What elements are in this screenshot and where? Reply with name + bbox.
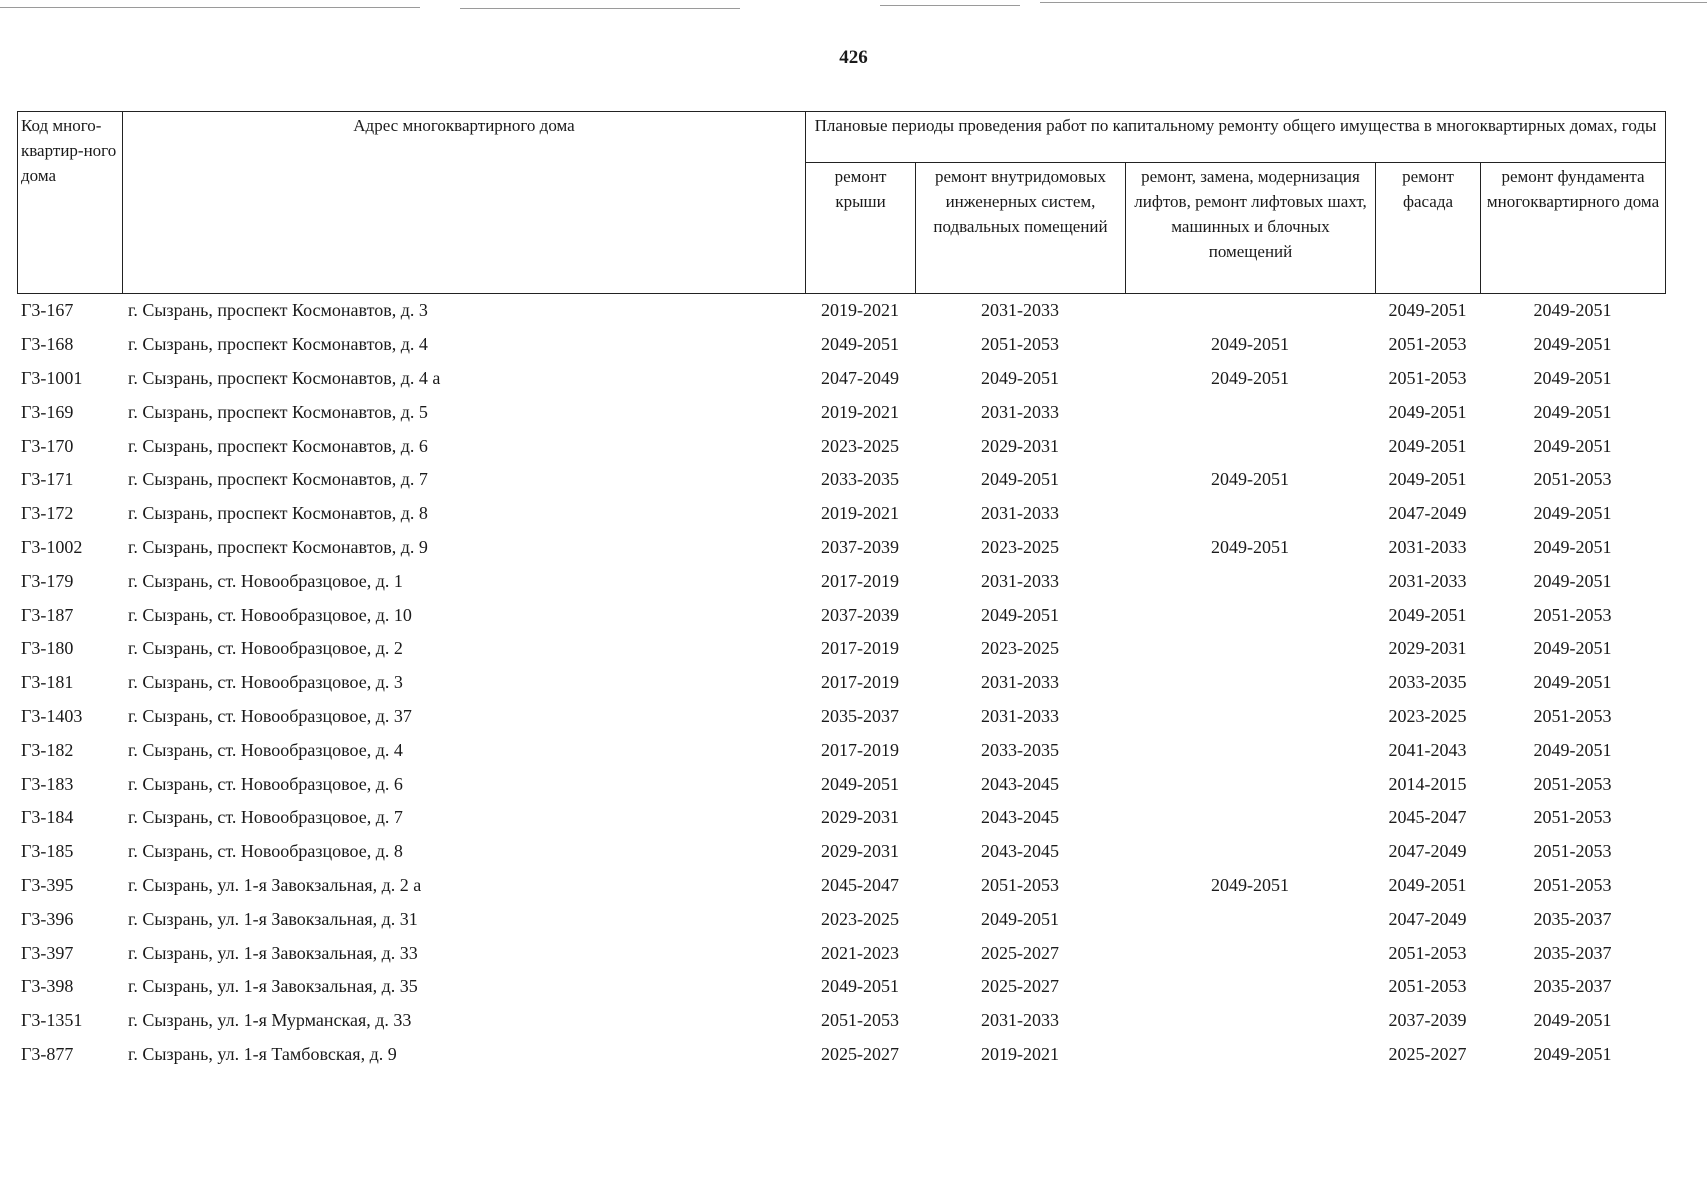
cell-address: г. Сызрань, ул. 1-я Мурманская, д. 33 [128, 1010, 412, 1031]
table-row [17, 1004, 1665, 1038]
cell-roof: 2029-2031 [821, 807, 899, 828]
cell-foundation: 2049-2051 [1533, 300, 1612, 321]
cell-roof: 2017-2019 [821, 739, 899, 760]
cell-code: Г3-398 [21, 976, 74, 997]
cell-address: г. Сызрань, проспект Космонавтов, д. 6 [128, 435, 428, 456]
table-row [17, 801, 1665, 835]
cell-address: г. Сызрань, ст. Новообразцовое, д. 10 [128, 604, 412, 625]
cell-code: Г3-181 [21, 672, 74, 693]
cell-roof: 2029-2031 [821, 841, 899, 862]
scan-artifact-line [880, 5, 1020, 6]
cell-lifts [1125, 970, 1375, 1004]
cell-facade: 2049-2051 [1388, 435, 1467, 456]
cell-code: Г3-172 [21, 503, 74, 524]
cell-systems: 2019-2021 [981, 1043, 1059, 1064]
table-row [17, 531, 1665, 565]
table-row [17, 902, 1665, 936]
cell-lifts: 2049-2051 [1211, 536, 1289, 557]
cell-facade: 2049-2051 [1388, 469, 1467, 490]
cell-foundation: 2049-2051 [1533, 1043, 1612, 1064]
cell-foundation: 2049-2051 [1533, 503, 1612, 524]
header-facade: ремонт фасада [1376, 163, 1481, 294]
cell-systems: 2023-2025 [981, 638, 1059, 659]
cell-facade: 2029-2031 [1388, 638, 1467, 659]
table-row [17, 429, 1665, 463]
cell-code: Г3-397 [21, 942, 74, 963]
cell-foundation: 2051-2053 [1533, 705, 1612, 726]
cell-systems: 2051-2053 [981, 874, 1059, 895]
cell-code: Г3-183 [21, 773, 74, 794]
cell-roof: 2017-2019 [821, 570, 899, 591]
cell-address: г. Сызрань, проспект Космонавтов, д. 5 [128, 401, 428, 422]
table-row [17, 1038, 1665, 1072]
cell-code: Г3-182 [21, 739, 74, 760]
cell-systems: 2031-2033 [981, 300, 1059, 321]
cell-roof: 2019-2021 [821, 503, 899, 524]
cell-systems: 2031-2033 [981, 672, 1059, 693]
cell-systems: 2049-2051 [981, 469, 1059, 490]
cell-systems: 2031-2033 [981, 1010, 1059, 1031]
cell-address: г. Сызрань, ул. 1-я Завокзальная, д. 35 [128, 976, 418, 997]
table-row [17, 700, 1665, 734]
table-row [17, 362, 1665, 396]
cell-lifts: 2049-2051 [1211, 469, 1289, 490]
cell-code: Г3-184 [21, 807, 74, 828]
cell-foundation: 2051-2053 [1533, 841, 1612, 862]
cell-roof: 2017-2019 [821, 672, 899, 693]
cell-address: г. Сызрань, проспект Космонавтов, д. 4 [128, 334, 428, 355]
cell-roof: 2017-2019 [821, 638, 899, 659]
cell-lifts [1125, 700, 1375, 734]
cell-address: г. Сызрань, проспект Космонавтов, д. 3 [128, 300, 428, 321]
cell-lifts [1125, 666, 1375, 700]
table-header [17, 111, 1666, 294]
cell-foundation: 2051-2053 [1533, 773, 1612, 794]
cell-systems: 2031-2033 [981, 401, 1059, 422]
cell-facade: 2031-2033 [1388, 570, 1467, 591]
cell-systems: 2049-2051 [981, 367, 1059, 388]
cell-foundation: 2049-2051 [1533, 435, 1612, 456]
cell-systems: 2025-2027 [981, 942, 1059, 963]
table-row [17, 328, 1665, 362]
cell-systems: 2049-2051 [981, 908, 1059, 929]
cell-roof: 2037-2039 [821, 536, 899, 557]
cell-facade: 2049-2051 [1388, 401, 1467, 422]
table-row [17, 733, 1665, 767]
table-row [17, 767, 1665, 801]
cell-facade: 2047-2049 [1388, 841, 1467, 862]
scan-artifact-line [0, 7, 420, 8]
header-periods: Плановые периоды проведения работ по капитальному ремонту общего имущества в многоквартирных домах, годы [806, 112, 1666, 163]
cell-facade: 2047-2049 [1388, 908, 1467, 929]
header-foundation: ремонт фундамента многоквартирного дома [1481, 163, 1666, 294]
header-roof: ремонт крыши [806, 163, 916, 294]
cell-facade: 2047-2049 [1388, 503, 1467, 524]
cell-roof: 2047-2049 [821, 367, 899, 388]
cell-roof: 2049-2051 [821, 976, 899, 997]
cell-code: Г3-180 [21, 638, 74, 659]
cell-foundation: 2049-2051 [1533, 638, 1612, 659]
cell-systems: 2031-2033 [981, 570, 1059, 591]
cell-address: г. Сызрань, ул. 1-я Завокзальная, д. 33 [128, 942, 418, 963]
cell-foundation: 2049-2051 [1533, 401, 1612, 422]
cell-facade: 2045-2047 [1388, 807, 1467, 828]
cell-lifts [1125, 1004, 1375, 1038]
table-row [17, 598, 1665, 632]
cell-address: г. Сызрань, ст. Новообразцовое, д. 4 [128, 739, 403, 760]
cell-address: г. Сызрань, ст. Новообразцовое, д. 2 [128, 638, 403, 659]
cell-lifts [1125, 395, 1375, 429]
cell-roof: 2035-2037 [821, 705, 899, 726]
page-number: 426 [839, 47, 868, 68]
cell-facade: 2025-2027 [1388, 1043, 1467, 1064]
cell-roof: 2019-2021 [821, 300, 899, 321]
cell-foundation: 2051-2053 [1533, 874, 1612, 895]
cell-roof: 2019-2021 [821, 401, 899, 422]
cell-systems: 2033-2035 [981, 739, 1059, 760]
cell-lifts [1125, 1038, 1375, 1072]
table-row [17, 632, 1665, 666]
cell-lifts [1125, 632, 1375, 666]
cell-lifts: 2049-2051 [1211, 334, 1289, 355]
cell-systems: 2031-2033 [981, 705, 1059, 726]
cell-lifts [1125, 429, 1375, 463]
cell-code: Г3-168 [21, 334, 74, 355]
cell-code: Г3-1351 [21, 1010, 83, 1031]
cell-code: Г3-179 [21, 570, 74, 591]
cell-systems: 2031-2033 [981, 503, 1059, 524]
cell-address: г. Сызрань, проспект Космонавтов, д. 9 [128, 536, 428, 557]
cell-lifts [1125, 936, 1375, 970]
cell-systems: 2043-2045 [981, 841, 1059, 862]
cell-facade: 2049-2051 [1388, 300, 1467, 321]
table-row [17, 936, 1665, 970]
cell-lifts [1125, 902, 1375, 936]
table-row [17, 497, 1665, 531]
cell-address: г. Сызрань, ул. 1-я Тамбовская, д. 9 [128, 1043, 397, 1064]
cell-roof: 2025-2027 [821, 1043, 899, 1064]
table-row [17, 666, 1665, 700]
cell-lifts [1125, 733, 1375, 767]
cell-lifts [1125, 598, 1375, 632]
cell-code: Г3-170 [21, 435, 74, 456]
cell-roof: 2051-2053 [821, 1010, 899, 1031]
cell-foundation: 2049-2051 [1533, 1010, 1612, 1031]
table-body [17, 294, 1665, 1071]
cell-foundation: 2049-2051 [1533, 739, 1612, 760]
cell-facade: 2041-2043 [1388, 739, 1467, 760]
cell-roof: 2023-2025 [821, 435, 899, 456]
cell-facade: 2014-2015 [1388, 773, 1467, 794]
cell-foundation: 2051-2053 [1533, 604, 1612, 625]
cell-code: Г3-396 [21, 908, 74, 929]
table-row [17, 835, 1665, 869]
cell-code: Г3-1002 [21, 536, 83, 557]
scan-artifact-line [460, 8, 740, 9]
cell-systems: 2051-2053 [981, 334, 1059, 355]
cell-systems: 2049-2051 [981, 604, 1059, 625]
cell-address: г. Сызрань, ст. Новообразцовое, д. 37 [128, 705, 412, 726]
cell-foundation: 2035-2037 [1533, 908, 1612, 929]
cell-address: г. Сызрань, проспект Космонавтов, д. 4 а [128, 367, 441, 388]
cell-systems: 2029-2031 [981, 435, 1059, 456]
cell-roof: 2049-2051 [821, 773, 899, 794]
cell-code: Г3-1403 [21, 705, 83, 726]
cell-address: г. Сызрань, ст. Новообразцовое, д. 1 [128, 570, 403, 591]
cell-facade: 2051-2053 [1388, 367, 1467, 388]
cell-facade: 2051-2053 [1388, 942, 1467, 963]
cell-address: г. Сызрань, проспект Космонавтов, д. 7 [128, 469, 428, 490]
cell-facade: 2049-2051 [1388, 874, 1467, 895]
cell-lifts [1125, 294, 1375, 328]
cell-foundation: 2049-2051 [1533, 334, 1612, 355]
capital-repair-table [17, 111, 1665, 1071]
header-code: Код много-квартир-ного дома [18, 112, 123, 294]
cell-roof: 2049-2051 [821, 334, 899, 355]
table-row [17, 463, 1665, 497]
cell-code: Г3-187 [21, 604, 74, 625]
cell-facade: 2033-2035 [1388, 672, 1467, 693]
cell-lifts: 2049-2051 [1211, 367, 1289, 388]
cell-code: Г3-169 [21, 401, 74, 422]
cell-facade: 2051-2053 [1388, 976, 1467, 997]
table-row [17, 564, 1665, 598]
cell-code: Г3-185 [21, 841, 74, 862]
header-address: Адрес многоквартирного дома [123, 112, 806, 294]
cell-lifts [1125, 497, 1375, 531]
cell-code: Г3-877 [21, 1043, 74, 1064]
cell-roof: 2033-2035 [821, 469, 899, 490]
scan-artifact-line [1040, 2, 1707, 3]
table-row [17, 294, 1665, 328]
header-systems: ремонт внутридомовых инженерных систем, подвальных помещений [916, 163, 1126, 294]
cell-foundation: 2051-2053 [1533, 807, 1612, 828]
cell-code: Г3-395 [21, 874, 74, 895]
cell-code: Г3-171 [21, 469, 74, 490]
cell-code: Г3-167 [21, 300, 74, 321]
header-lifts: ремонт, замена, модернизация лифтов, ремонт лифтовых шахт, машинных и блочных помещений [1126, 163, 1376, 294]
cell-systems: 2043-2045 [981, 773, 1059, 794]
cell-foundation: 2049-2051 [1533, 570, 1612, 591]
cell-systems: 2025-2027 [981, 976, 1059, 997]
cell-roof: 2023-2025 [821, 908, 899, 929]
cell-address: г. Сызрань, ул. 1-я Завокзальная, д. 31 [128, 908, 418, 929]
cell-roof: 2021-2023 [821, 942, 899, 963]
cell-address: г. Сызрань, ст. Новообразцовое, д. 6 [128, 773, 403, 794]
cell-lifts [1125, 801, 1375, 835]
cell-foundation: 2035-2037 [1533, 976, 1612, 997]
cell-foundation: 2051-2053 [1533, 469, 1612, 490]
table-row [17, 869, 1665, 903]
cell-foundation: 2035-2037 [1533, 942, 1612, 963]
cell-address: г. Сызрань, ул. 1-я Завокзальная, д. 2 а [128, 874, 422, 895]
cell-foundation: 2049-2051 [1533, 367, 1612, 388]
cell-lifts [1125, 564, 1375, 598]
cell-facade: 2023-2025 [1388, 705, 1467, 726]
cell-facade: 2037-2039 [1388, 1010, 1467, 1031]
cell-systems: 2023-2025 [981, 536, 1059, 557]
cell-foundation: 2049-2051 [1533, 536, 1612, 557]
cell-facade: 2049-2051 [1388, 604, 1467, 625]
cell-systems: 2043-2045 [981, 807, 1059, 828]
cell-lifts [1125, 835, 1375, 869]
cell-address: г. Сызрань, ст. Новообразцовое, д. 3 [128, 672, 403, 693]
table-row [17, 395, 1665, 429]
cell-lifts: 2049-2051 [1211, 874, 1289, 895]
cell-roof: 2037-2039 [821, 604, 899, 625]
cell-address: г. Сызрань, ст. Новообразцовое, д. 7 [128, 807, 403, 828]
cell-lifts [1125, 767, 1375, 801]
cell-address: г. Сызрань, ст. Новообразцовое, д. 8 [128, 841, 403, 862]
cell-roof: 2045-2047 [821, 874, 899, 895]
table-row [17, 970, 1665, 1004]
cell-facade: 2031-2033 [1388, 536, 1467, 557]
cell-foundation: 2049-2051 [1533, 672, 1612, 693]
cell-facade: 2051-2053 [1388, 334, 1467, 355]
cell-address: г. Сызрань, проспект Космонавтов, д. 8 [128, 503, 428, 524]
cell-code: Г3-1001 [21, 367, 83, 388]
